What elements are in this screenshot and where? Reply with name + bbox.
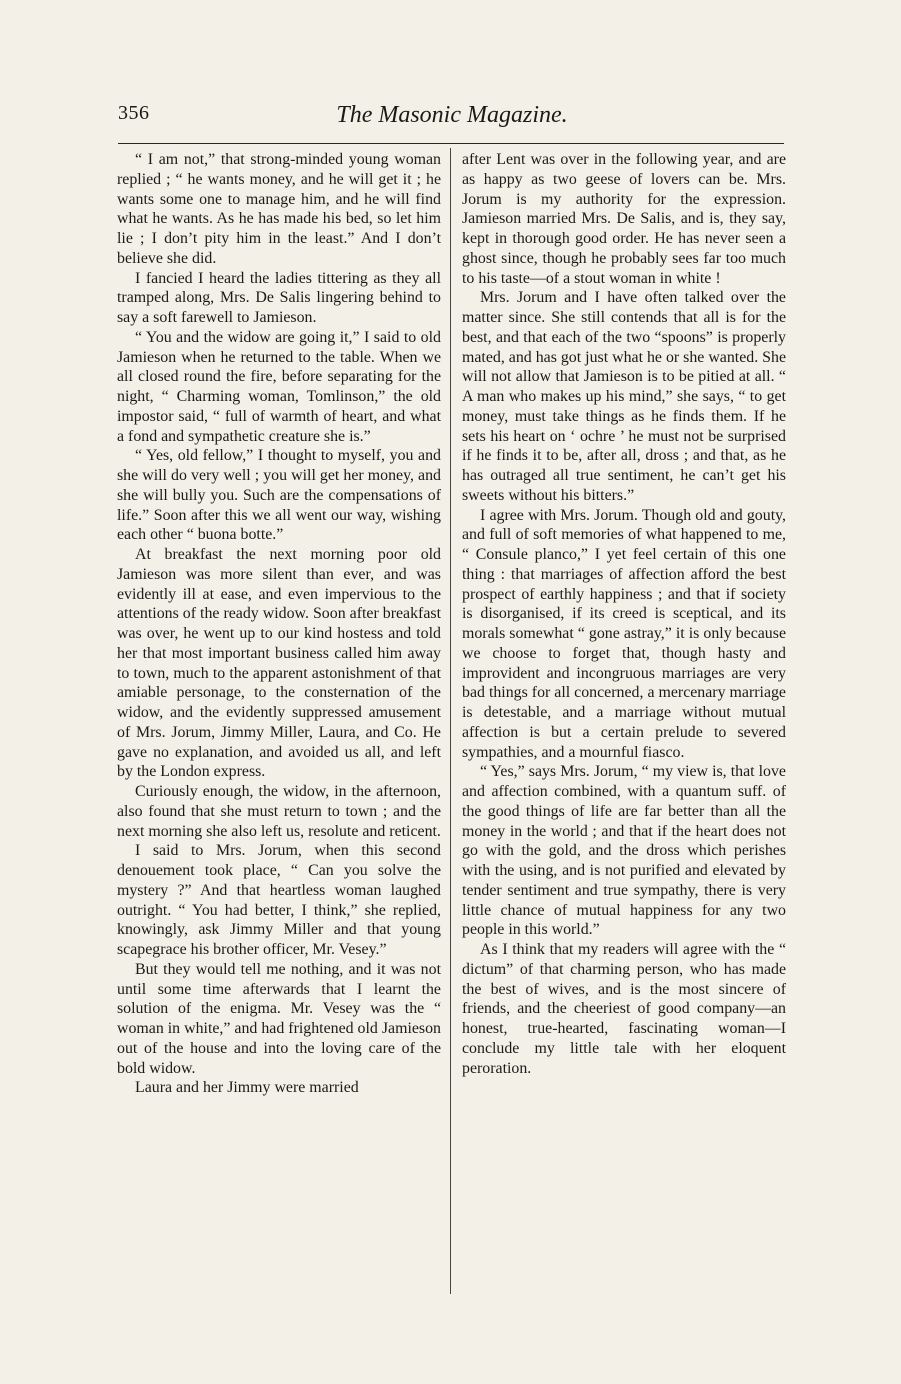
paragraph: I said to Mrs. Jorum, when this second denouement took place, “ Can you solve the mystery ?” And that heartless woman laughed outright. “ You had better, I think,” she replied, knowingly, ask Jimmy Miller and that young scapegrace his brother officer, Mr. Vesey.” bbox=[117, 842, 441, 958]
page-header bbox=[118, 102, 786, 132]
left-column bbox=[117, 150, 441, 1098]
paragraph: I fancied I heard the ladies tittering as they all tramped along, Mrs. De Salis lingering behind to say a soft farewell to Jamieson. bbox=[117, 269, 441, 326]
paragraph: “ Yes,” says Mrs. Jorum, “ my view is, that love and affection combined, with a quantum suff. of the good things of life are far better than all the money in the world ; and that if the heart does not go with the gold, and the dross which perishes with the using, and is not purified and elevated by tender sentiment and true sympathy, there is very little chance of mutual happiness for any two people in this world.” bbox=[462, 763, 786, 939]
paragraph: Laura and her Jimmy were married bbox=[135, 1079, 359, 1097]
running-title: The Masonic Magazine. bbox=[336, 102, 568, 128]
paragraph: “ I am not,” that strong-minded young woman replied ; “ he wants money, and he will get it ; he wants some one to manage him, and he will find what he wants. As he has made his bed, so let him lie ; I don’t pity him in the least.” And I don’t believe she did. bbox=[117, 151, 441, 267]
right-column bbox=[462, 150, 786, 1078]
paragraph: As I think that my readers will agree with the “ dictum” of that charming person, who has made the best of wives, and is the most sincere of friends, and the cheeriest of good company—an honest, true-hearted, fascinating woman—I conclude my little tale with her eloquent peroration. bbox=[462, 941, 786, 1077]
paragraph: But they would tell me nothing, and it was not until some time afterwards that I learnt the solution of the enigma. Mr. Vesey was the “ woman in white,” and had frightened old Jamieson out of the house and into the loving care of the bold widow. bbox=[117, 960, 441, 1077]
page-number: 356 bbox=[118, 102, 150, 124]
header-rule bbox=[118, 143, 784, 144]
paragraph: Mrs. Jorum and I have often talked over the matter since. She still contends that all is for the best, and that each of the two “spoons” is properly mated, and has got just what he or she wanted. She will not allow that Jamieson is to be pitied at all. “ A man who makes up his mind,” she says, “ to get money, must take things as he finds them. If he sets his heart on ‘ ochre ’ he must not be surprised if he finds it to be, after all, dross ; and that, as he has outraged all true sentiment, he can’t get his sweets without his bitters.” bbox=[462, 289, 786, 504]
paragraph: At breakfast the next morning poor old Jamieson was more silent than ever, and was evidently ill at ease, and even impervious to the attentions of the ready widow. Soon after breakfast was over, he went up to our kind hostess and told her that most important business called him away to town, much to the apparent astonishment of that amiable personage, to the consternation of the widow, and the evidently suppressed amusement of Mrs. Jorum, Jimmy Miller, Laura, and Co. He gave no explanation, and avoided us all, and left by the London express. bbox=[117, 546, 441, 781]
paragraph: “ You and the widow are going it,” I said to old Jamieson when he returned to the table. When we all closed round the fire, before separating for the night, “ Charming woman, Tomlinson,” the old impostor said, “ full of warmth of heart, and what a fond and sympathetic creature she is.” bbox=[117, 328, 441, 445]
paragraph: Curiously enough, the widow, in the afternoon, also found that she must return to town ; and the next morning she also left us, resolute and reticent. bbox=[117, 783, 441, 840]
column-divider bbox=[450, 148, 451, 1294]
paragraph: I agree with Mrs. Jorum. Though old and gouty, and full of soft memories of what happened to me, “ Consule planco,” I yet feel certain of this one thing : that marriages of affection afford the best prospect of earthly happiness ; and that if society is disorganised, if its creed is sceptical, and its morals somewhat “ gone astray,” it is only because we choose to forget that, though hasty and improvident and incongruous marriages are very bad things for all concerned, a mercenary marriage is detestable, and a marriage without mutual affection is but a certain prelude to severed sympathies, and a mournful fiasco. bbox=[462, 506, 786, 761]
paragraph: after Lent was over in the following year, and are as happy as two geese of lovers can be. Mrs. Jorum is my authority for the expression. Jamieson married Mrs. De Salis, and is, they say, kept in thorough good order. He has never seen a ghost since, though he probably sees far too much to his taste—of a stout woman in white ! bbox=[462, 151, 786, 287]
paragraph: “ Yes, old fellow,” I thought to myself, you and she will do very well ; you will get her money, and she will bully you. Such are the compensations of life.” Soon after this we all went our way, wishing each other “ buona botte.” bbox=[117, 447, 441, 544]
